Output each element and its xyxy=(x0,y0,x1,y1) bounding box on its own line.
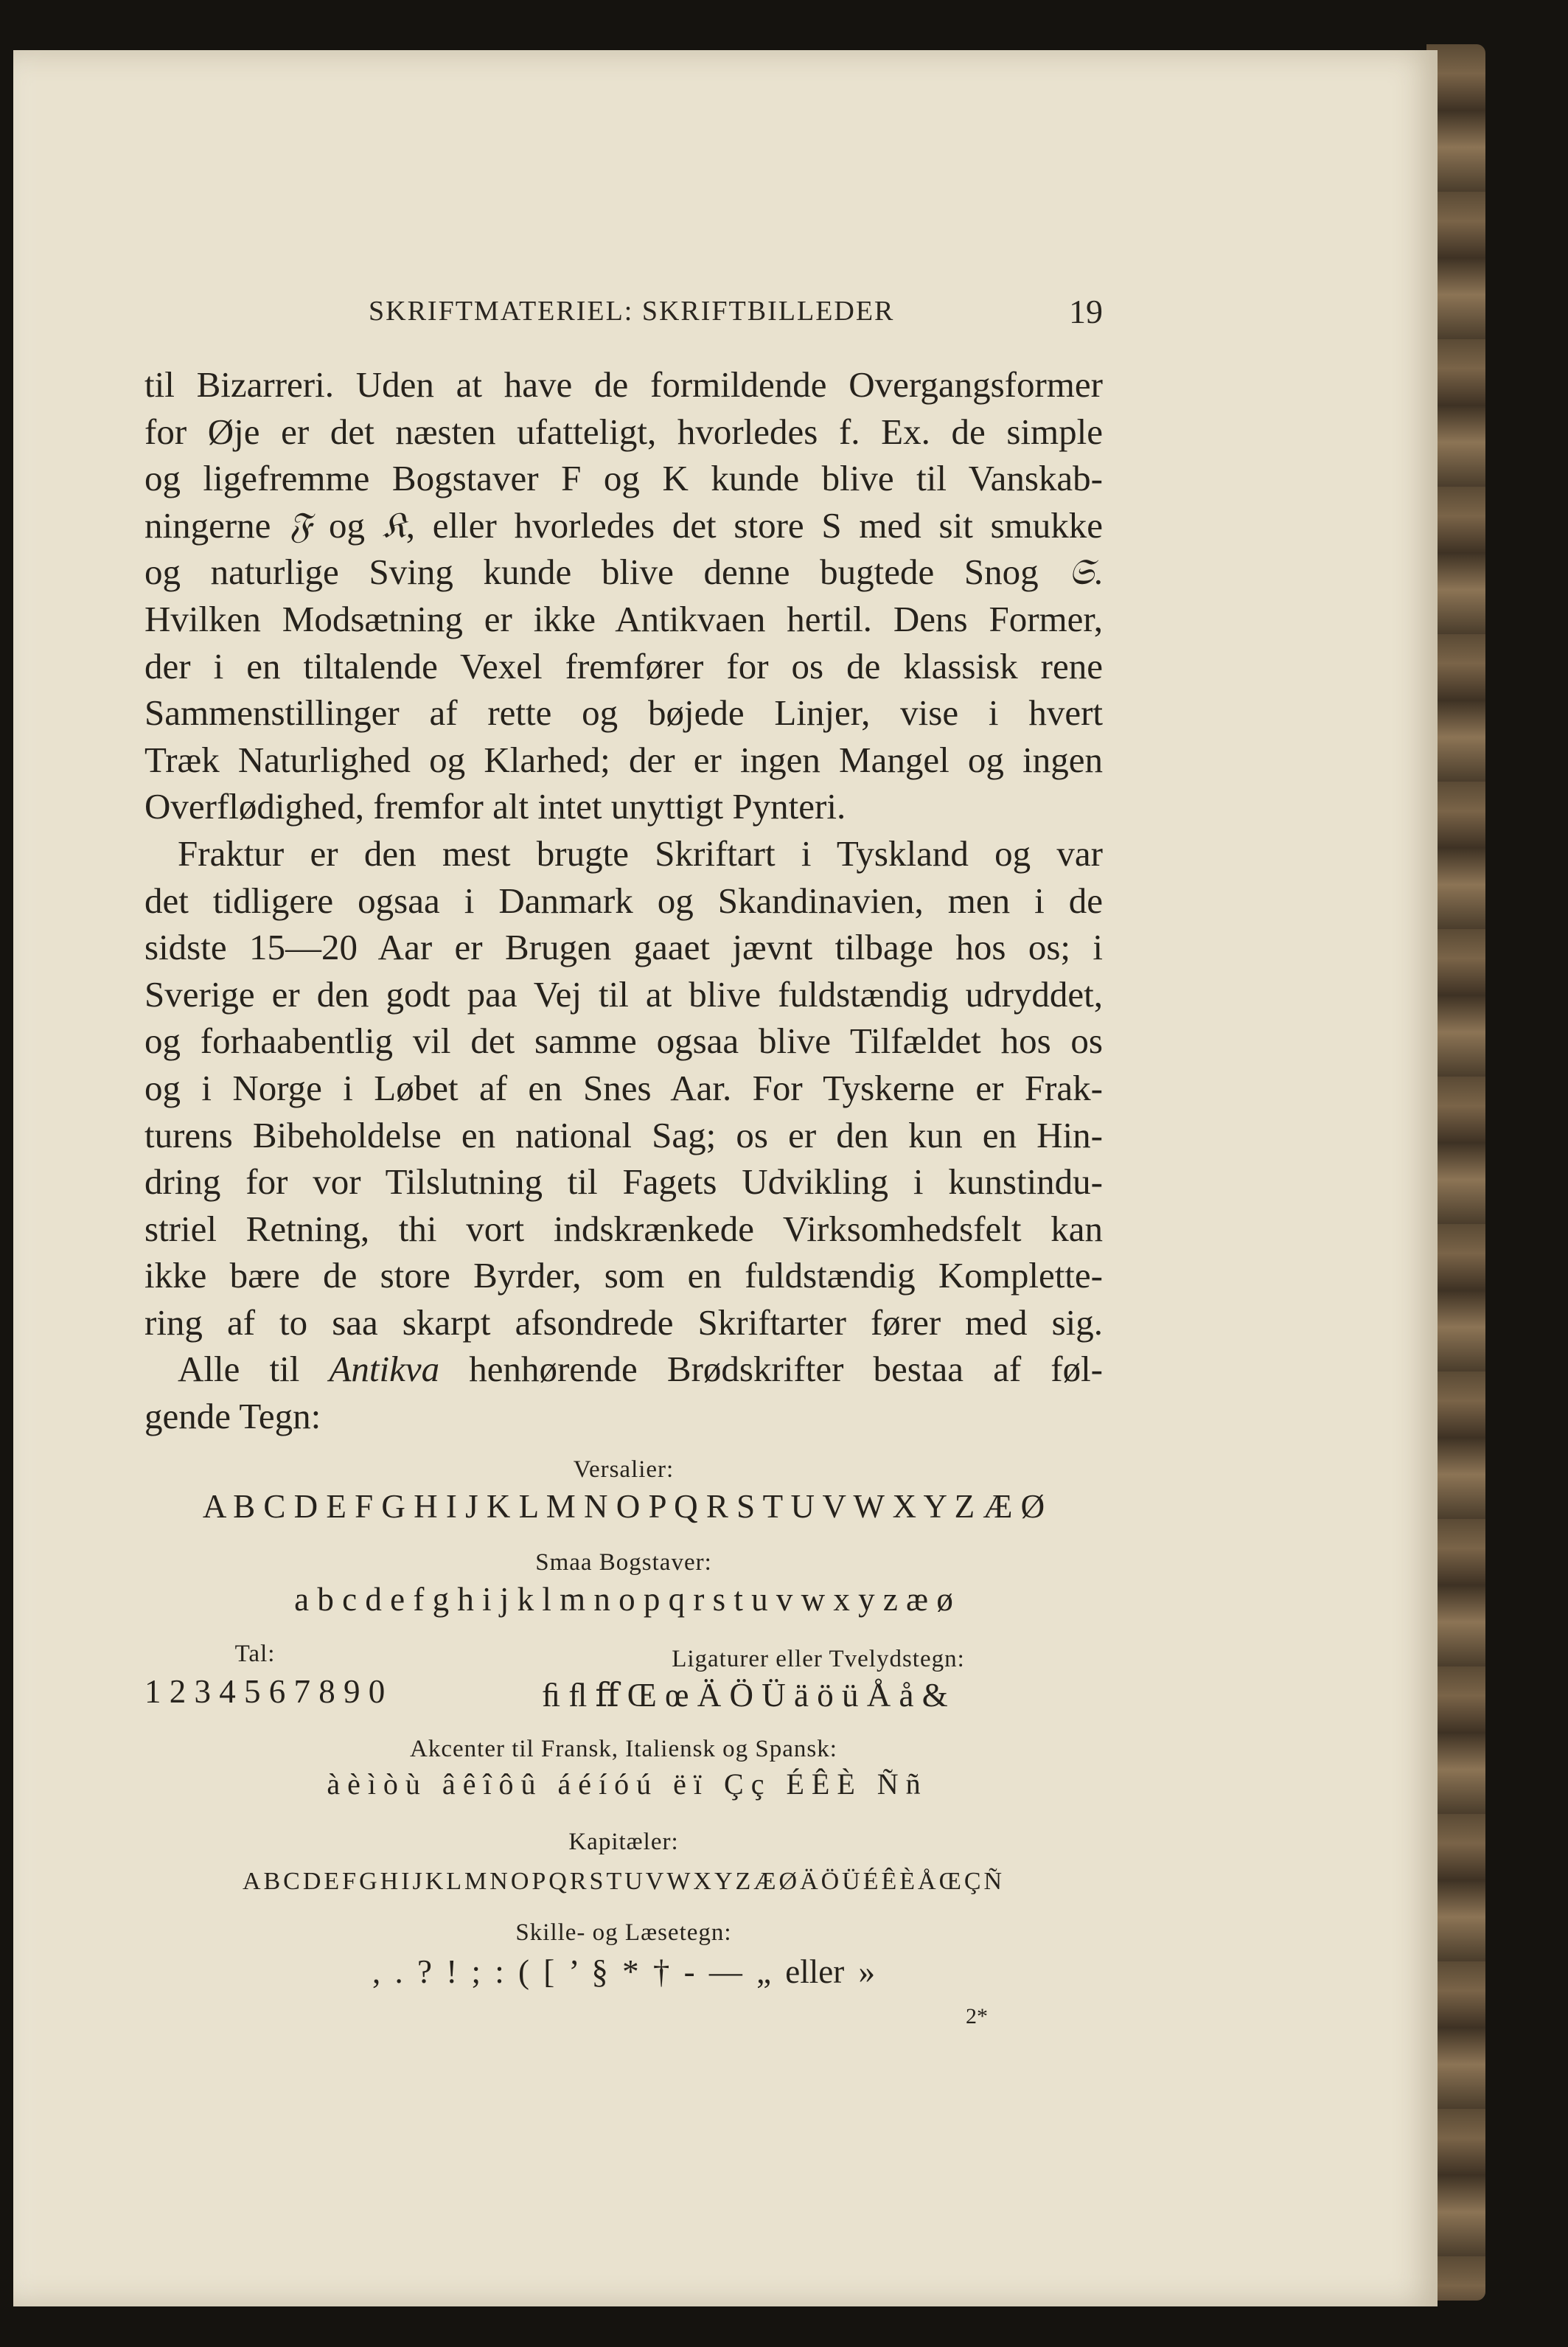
text-line: Hvilken Modsætning er ikke Antikvaen hertil. Dens Former, xyxy=(144,598,1103,639)
smaa-label: Smaa Bogstaver: xyxy=(535,1549,712,1576)
ligaturer-row: ﬁ ﬂ ﬀ Œ œ Ä Ö Ü ä ö ü Å å & xyxy=(542,1677,948,1714)
text-line: Alle til Antikva henhørende Brødskrifter bestaa af føl- xyxy=(178,1349,1104,1390)
text-line: Overflødighed, fremfor alt intet unyttigt Pynteri. xyxy=(144,786,846,827)
text-line: Træk Naturlighed og Klarhed; der er ingen Mangel og ingen xyxy=(144,739,1103,780)
text-line: og ligefremme Bogstaver F og K kunde blive til Vanskab- xyxy=(144,458,1103,499)
akcenter-row: à è ì ò ù â ê î ô û á é í ó ú ë ï Ç ç É Ê È Ñ ñ xyxy=(327,1767,921,1801)
text-line: striel Retning, thi vort indskrænkede Virksomhedsfelt kan xyxy=(144,1208,1103,1249)
akcenter-label: Akcenter til Fransk, Italiensk og Spansk: xyxy=(410,1736,837,1762)
fraktur-glyph: 𝔉 xyxy=(288,504,312,546)
text-line: ikke bære de store Byrder, som en fuldstændig Komplette- xyxy=(144,1255,1103,1296)
versalier-label: Versalier: xyxy=(573,1456,675,1483)
text-line: det tidligere ogsaa i Danmark og Skandinavien, men i de xyxy=(144,880,1103,921)
text-line: sidste 15—20 Aar er Brugen gaaet jævnt tilbage hos os; i xyxy=(144,927,1103,968)
text-line: turens Bibeholdelse en national Sag; os er den kun en Hin- xyxy=(144,1114,1103,1155)
text-line: og naturlige Sving kunde blive denne bugtede Snog 𝔖. xyxy=(144,551,1103,594)
versalier-row: A B C D E F G H I J K L M N O P Q R S T U V W X Y Z Æ Ø xyxy=(202,1488,1045,1525)
text-line: Sverige er den godt paa Vej til at blive fuldstændig udryddet, xyxy=(144,973,1103,1015)
text-line: der i en tiltalende Vexel fremfører for os de klassisk rene xyxy=(144,645,1103,686)
text-line: dring for vor Tilslutning til Fagets Udvikling i kunstindu- xyxy=(144,1161,1103,1203)
signature-mark: 2* xyxy=(966,2004,988,2028)
text-line: og i Norge i Løbet af en Snes Aar. For Tyskerne er Frak- xyxy=(144,1067,1103,1108)
text-line: gende Tegn: xyxy=(144,1396,321,1437)
text-line: og forhaabentlig vil det samme ogsaa blive Tilfældet hos os xyxy=(144,1020,1103,1062)
fraktur-glyph: 𝔎 xyxy=(382,504,406,546)
ligaturer-label: Ligaturer eller Tvelydstegn: xyxy=(672,1646,965,1672)
text-line: Sammenstillinger af rette og bøjede Linjer, vise i hvert xyxy=(144,692,1103,734)
text-line: ring af to saa skarpt afsondrede Skriftarter fører med sig. xyxy=(144,1301,1103,1343)
page-number: 19 xyxy=(1069,293,1103,330)
running-head: SKRIFTMATERIEL: SKRIFTBILLEDER xyxy=(369,296,895,327)
skilletegn-label: Skille- og Læsetegn: xyxy=(515,1919,732,1946)
kapitaeler-row: ABCDEFGHIJKLMNOPQRSTUVWXYZÆØÄÖÜÉÊÈÅŒÇÑ xyxy=(242,1868,1006,1895)
antikva-italic: Antikva xyxy=(329,1349,440,1390)
smaa-row: a b c d e f g h i j k l m n o p q r s t u v w x y z æ ø xyxy=(294,1581,953,1618)
tal-row: 1 2 3 4 5 6 7 8 9 0 xyxy=(144,1673,386,1710)
text-line: Fraktur er den mest brugte Skriftart i Tyskland og var xyxy=(178,832,1103,874)
text-line: for Øje er det næsten ufatteligt, hvorledes f. Ex. de simple xyxy=(144,411,1103,452)
text-line: ningerne 𝔉 og 𝔎, eller hvorledes det store S med sit smukke xyxy=(144,504,1104,546)
tal-label: Tal: xyxy=(234,1641,276,1667)
kapitaeler-label: Kapitæler: xyxy=(568,1829,679,1855)
body-text xyxy=(144,361,1103,1440)
text-line: til Bizarreri. Uden at have de formildende Overgangsformer xyxy=(144,364,1103,405)
skilletegn-row: , . ? ! ; : ( [ ’ § * † - — „ eller » xyxy=(372,1953,875,1990)
fraktur-glyph: 𝔖 xyxy=(1068,551,1094,594)
